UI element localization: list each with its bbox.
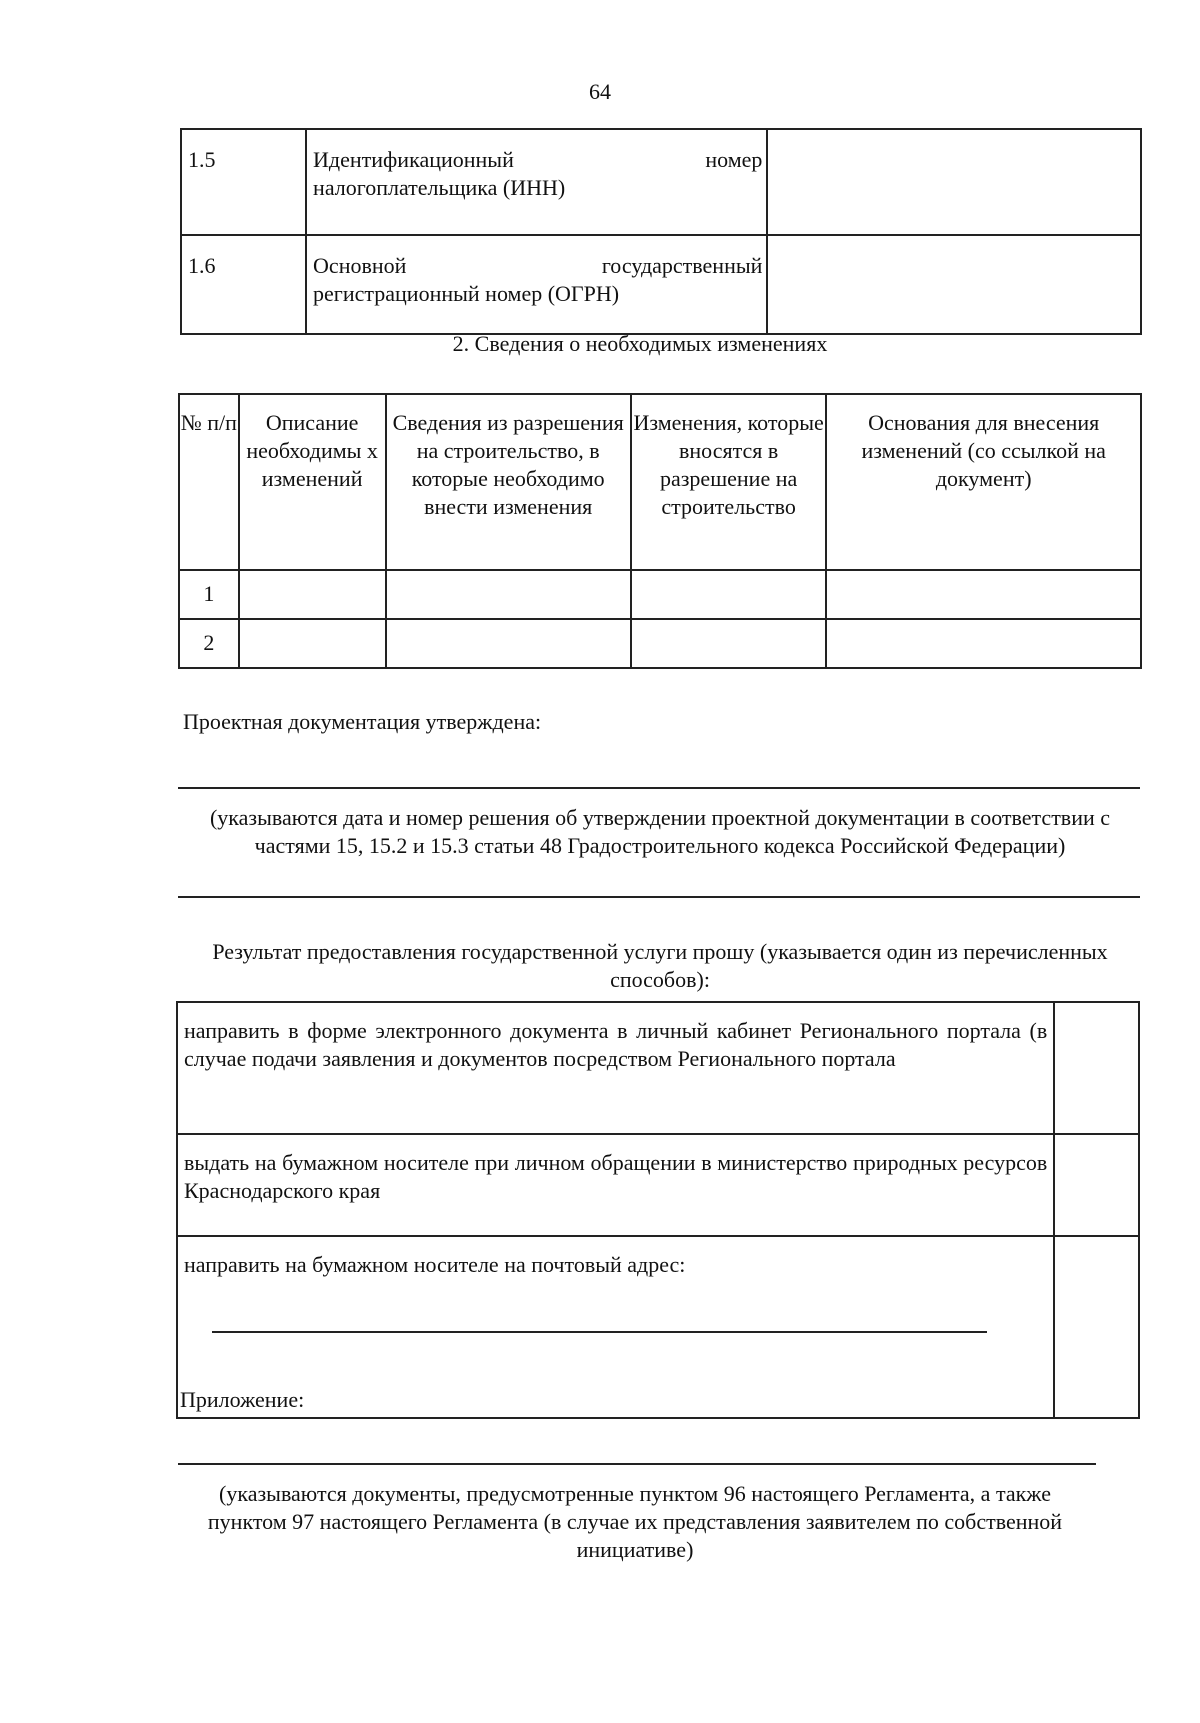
option-text: направить в форме электронного документа в личный кабинет Регионального портала (в случае подачи заявления и документов посредством Регионального портала <box>177 1002 1054 1134</box>
changes-table <box>178 393 1142 669</box>
postal-address-line[interactable] <box>212 1331 987 1333</box>
option-cell <box>177 1236 1054 1418</box>
inn-value-field[interactable] <box>767 129 1141 235</box>
page-number: 64 <box>589 79 611 104</box>
table-row <box>181 235 1141 334</box>
column-header: № п/п <box>179 394 239 570</box>
applicant-details-table <box>180 128 1142 335</box>
row-label-line: Основной государственный <box>313 253 763 278</box>
option-checkbox[interactable] <box>1054 1002 1139 1134</box>
row-label <box>306 129 767 235</box>
column-header: Изменения, которые вносятся в разрешение на строительство <box>631 394 827 570</box>
table-row <box>177 1134 1139 1236</box>
table-cell[interactable] <box>826 619 1141 668</box>
column-header: Основания для внесения изменений (со ссылкой на документ) <box>826 394 1141 570</box>
table-cell[interactable] <box>631 570 827 619</box>
option-checkbox[interactable] <box>1054 1236 1139 1418</box>
section-title: 2. Сведения о необходимых изменениях <box>452 331 828 356</box>
table-cell[interactable] <box>631 619 827 668</box>
project-doc-label: Проектная документация утверждена: <box>183 709 542 734</box>
column-header: Сведения из разрешения на строительство, в которые необходимо внести изменения <box>386 394 631 570</box>
project-doc-note: (указываются дата и номер решения об утверждении проектной документации в соответствии с частями 15, 15.2 и 15.3 статьи 48 Градостроительного кодекса Российской Федерации) <box>209 805 1111 859</box>
row-label-line: налогоплательщика (ИНН) <box>313 175 566 201</box>
appendix-input-line[interactable] <box>178 1463 1096 1465</box>
table-cell[interactable] <box>386 570 631 619</box>
table-cell[interactable] <box>239 619 386 668</box>
option-checkbox[interactable] <box>1054 1134 1139 1236</box>
row-label-line: Идентификационный номер <box>313 147 763 172</box>
table-header-row <box>179 394 1141 570</box>
divider <box>178 896 1140 898</box>
ogrn-value-field[interactable] <box>767 235 1141 334</box>
table-row <box>177 1002 1139 1134</box>
row-label <box>306 235 767 334</box>
table-cell[interactable] <box>826 570 1141 619</box>
table-cell[interactable] <box>386 619 631 668</box>
table-cell[interactable] <box>239 570 386 619</box>
project-doc-input-line[interactable] <box>178 787 1140 789</box>
row-number: 1 <box>179 570 239 619</box>
appendix-note: (указываются документы, предусмотренные пунктом 96 настоящего Регламента, а также пунктом 97 настоящего Регламента (в случае их представления заявителем по собственной инициативе) <box>207 1481 1063 1563</box>
table-row <box>179 619 1141 668</box>
delivery-options-table <box>176 1001 1140 1419</box>
table-row <box>181 129 1141 235</box>
row-number: 2 <box>179 619 239 668</box>
row-number: 1.5 <box>181 129 306 235</box>
table-row <box>179 570 1141 619</box>
column-header: Описание необходимы х изменений <box>239 394 386 570</box>
appendix-label: Приложение: <box>180 1387 305 1412</box>
row-number: 1.6 <box>181 235 306 334</box>
option-text: направить на бумажном носителе на почтовый адрес: <box>184 1252 686 1277</box>
result-title: Результат предоставления государственной услуги прошу (указывается один из перечисленных способов): <box>212 939 1108 993</box>
table-row <box>177 1236 1139 1418</box>
option-text: выдать на бумажном носителе при личном обращении в министерство природных ресурсов Краснодарского края <box>177 1134 1054 1236</box>
row-label-line: регистрационный номер (ОГРН) <box>313 281 620 307</box>
